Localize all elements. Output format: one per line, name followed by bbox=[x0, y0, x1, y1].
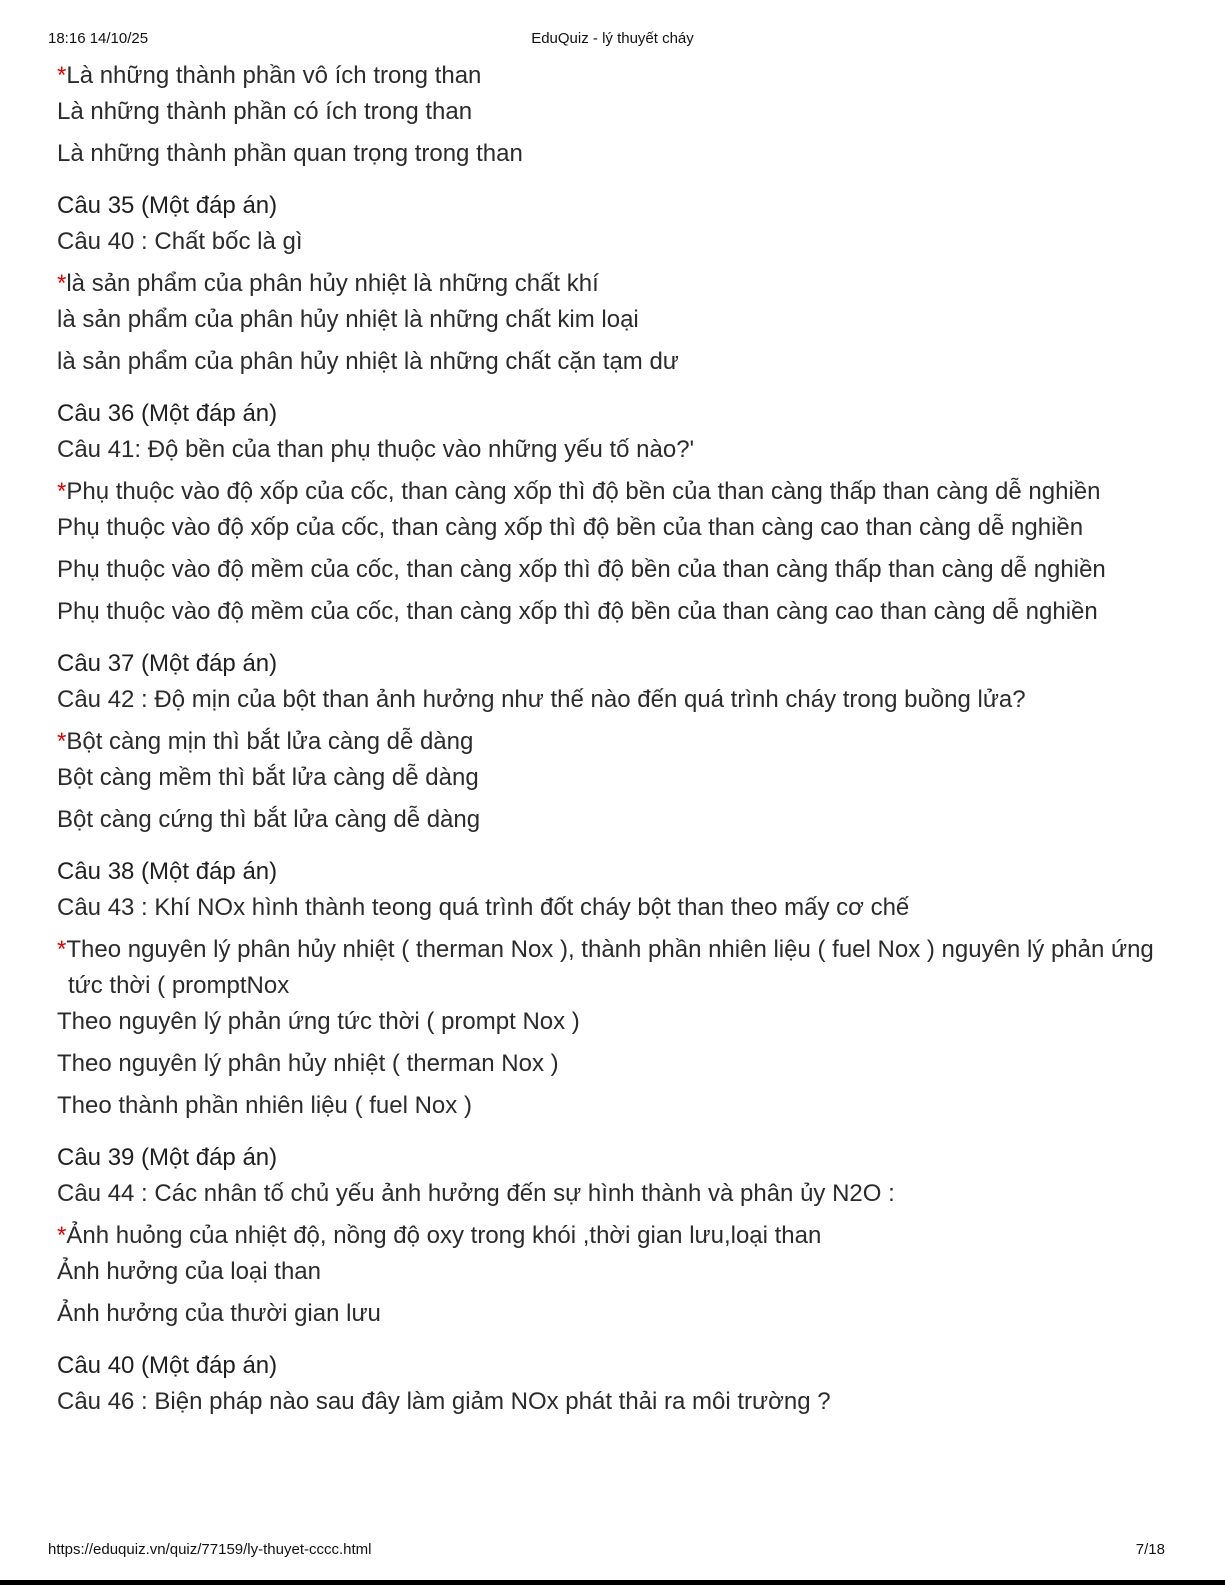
correct-marker: * bbox=[57, 728, 67, 755]
answer-option-correct bbox=[57, 58, 1177, 94]
answer-options bbox=[57, 266, 1177, 380]
answer-option-correct bbox=[57, 474, 1177, 510]
question-block bbox=[57, 854, 1177, 1124]
answer-text: Theo nguyên lý phân hủy nhiệt ( therman Nox ) bbox=[57, 1050, 559, 1077]
answer-text: Là những thành phần quan trọng trong than bbox=[57, 140, 523, 167]
answer-text: Ảnh hưởng của thười gian lưu bbox=[57, 1300, 381, 1327]
answer-text: Bột càng cứng thì bắt lửa càng dễ dàng bbox=[57, 806, 481, 833]
answer-option bbox=[57, 1254, 1177, 1290]
answer-text: Là những thành phần vô ích trong than bbox=[66, 62, 482, 89]
question-text: Câu 40 : Chất bốc là gì bbox=[57, 228, 303, 255]
question-block bbox=[57, 1140, 1177, 1332]
answer-options bbox=[57, 1218, 1177, 1332]
answer-option bbox=[57, 510, 1177, 546]
quiz-content bbox=[57, 58, 1177, 1426]
print-footer bbox=[48, 1541, 1177, 1561]
answer-text: Phụ thuộc vào độ mềm của cốc, than càng xốp thì độ bền của than càng thấp than càng dễ nghiền bbox=[57, 556, 1106, 583]
answer-text: là sản phẩm của phân hủy nhiệt là những chất khí bbox=[66, 270, 599, 297]
continued-question bbox=[57, 58, 1177, 172]
page-bottom-edge bbox=[0, 1580, 1225, 1585]
answer-option bbox=[57, 302, 1177, 338]
answer-option bbox=[57, 1046, 1177, 1082]
answer-options bbox=[57, 724, 1177, 838]
question-header: Câu 38 (Một đáp án) bbox=[57, 858, 278, 885]
page-number: 7/18 bbox=[1135, 1541, 1165, 1558]
answer-text: Bột càng mịn thì bắt lửa càng dễ dàng bbox=[66, 728, 474, 755]
document-title: EduQuiz - lý thuyết cháy bbox=[531, 30, 694, 47]
question-block bbox=[57, 188, 1177, 380]
answer-option bbox=[57, 760, 1177, 796]
question-header: Câu 40 (Một đáp án) bbox=[57, 1352, 278, 1379]
answer-text: Ảnh hưởng của loại than bbox=[57, 1258, 321, 1285]
answer-text: Phụ thuộc vào độ xốp của cốc, than càng xốp thì độ bền của than càng thấp than càng dễ nghiền bbox=[66, 478, 1101, 505]
correct-marker: * bbox=[57, 478, 67, 505]
question-block bbox=[57, 646, 1177, 838]
question-block bbox=[57, 1348, 1177, 1420]
question-header: Câu 39 (Một đáp án) bbox=[57, 1144, 278, 1171]
question-text: Câu 43 : Khí NOx hình thành teong quá trình đốt cháy bột than theo mấy cơ chế bbox=[57, 894, 910, 921]
answer-options bbox=[57, 58, 1177, 172]
answer-option bbox=[57, 802, 1177, 838]
correct-marker: * bbox=[57, 62, 67, 89]
answer-option bbox=[57, 552, 1177, 588]
answer-options bbox=[57, 932, 1177, 1124]
correct-marker: * bbox=[57, 936, 67, 963]
print-header bbox=[48, 30, 1177, 50]
answer-option bbox=[57, 1004, 1177, 1040]
answer-option bbox=[57, 1088, 1177, 1124]
answer-text: Bột càng mềm thì bắt lửa càng dễ dàng bbox=[57, 764, 479, 791]
page-url: https://eduquiz.vn/quiz/77159/ly-thuyet-cccc.html bbox=[48, 1541, 372, 1558]
correct-marker: * bbox=[57, 1222, 67, 1249]
answer-text: Theo thành phần nhiên liệu ( fuel Nox ) bbox=[57, 1092, 472, 1119]
answer-option bbox=[57, 1296, 1177, 1332]
answer-option-correct bbox=[57, 266, 1177, 302]
answer-option bbox=[57, 344, 1177, 380]
answer-text: Phụ thuộc vào độ xốp của cốc, than càng xốp thì độ bền của than càng cao than càng dễ nghiền bbox=[57, 514, 1084, 541]
answer-option bbox=[57, 136, 1177, 172]
answer-text: là sản phẩm của phân hủy nhiệt là những chất kim loại bbox=[57, 306, 639, 333]
answer-text: Ảnh huỏng của nhiệt độ, nồng độ oxy trong khói ,thời gian lưu,loại than bbox=[66, 1222, 822, 1249]
answer-options bbox=[57, 474, 1177, 630]
question-header: Câu 37 (Một đáp án) bbox=[57, 650, 278, 677]
answer-option-correct bbox=[57, 1218, 1177, 1254]
answer-text: Là những thành phần có ích trong than bbox=[57, 98, 473, 125]
question-text: Câu 46 : Biện pháp nào sau đây làm giảm NOx phát thải ra môi trường ? bbox=[57, 1388, 831, 1415]
question-block bbox=[57, 396, 1177, 630]
question-header: Câu 35 (Một đáp án) bbox=[57, 192, 278, 219]
answer-text: Theo nguyên lý phản ứng tức thời ( prompt Nox ) bbox=[57, 1008, 580, 1035]
question-text: Câu 42 : Độ mịn của bột than ảnh hưởng như thế nào đến quá trình cháy trong buồng lửa? bbox=[57, 686, 1026, 713]
answer-text: Theo nguyên lý phân hủy nhiệt ( therman Nox ), thành phần nhiên liệu ( fuel Nox ) nguyên lý phản ứng tức thời ( promptNox bbox=[66, 936, 1154, 999]
correct-marker: * bbox=[57, 270, 67, 297]
question-text: Câu 44 : Các nhân tố chủ yếu ảnh hưởng đến sự hình thành và phân ủy N2O : bbox=[57, 1180, 895, 1207]
answer-text: là sản phẩm của phân hủy nhiệt là những chất cặn tạm dư bbox=[57, 348, 679, 375]
question-header: Câu 36 (Một đáp án) bbox=[57, 400, 278, 427]
answer-option bbox=[57, 94, 1177, 130]
print-datetime: 18:16 14/10/25 bbox=[48, 30, 149, 47]
answer-option-correct bbox=[57, 724, 1177, 760]
answer-text: Phụ thuộc vào độ mềm của cốc, than càng xốp thì độ bền của than càng cao than càng dễ nghiền bbox=[57, 598, 1098, 625]
answer-option bbox=[57, 594, 1177, 630]
question-text: Câu 41: Độ bền của than phụ thuộc vào những yếu tố nào?' bbox=[57, 436, 695, 463]
answer-option-correct bbox=[57, 932, 1177, 1004]
